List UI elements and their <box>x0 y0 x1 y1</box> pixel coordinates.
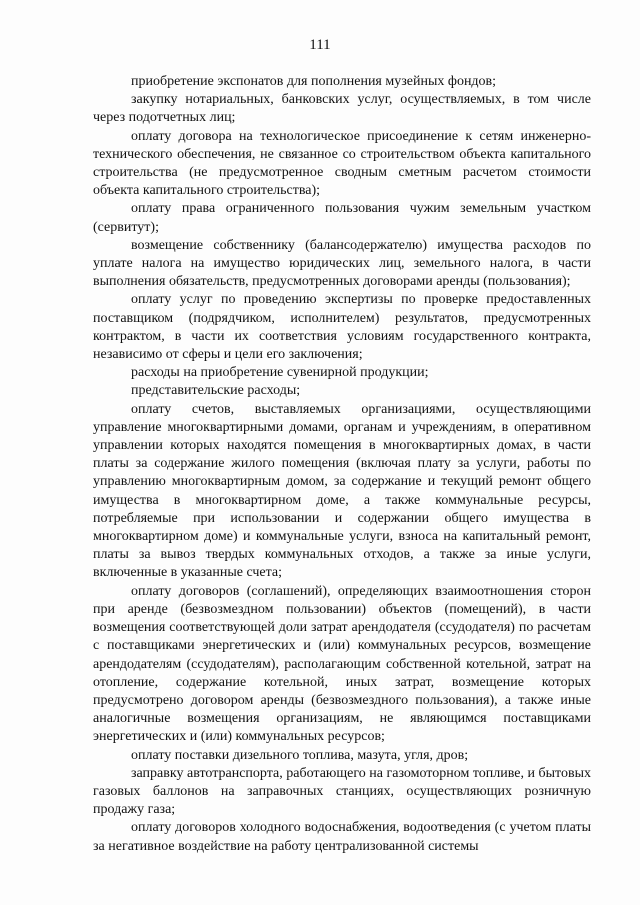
paragraph: приобретение экспонатов для пополнения музейных фондов; <box>131 74 497 89</box>
paragraph: оплату договора на технологическое присоединение к сетям инженерно-технического обеспечения, не связанное со строительством объекта капитального строительства (не предусмотренное сводным сметным расчетом стоимости объекта капитального строительства); <box>93 128 591 199</box>
body-text <box>93 73 591 856</box>
paragraph: оплату договоров (соглашений), определяющих взаимоотношения сторон при аренде (безвозмездном пользовании) объектов (помещений), в части возмещения соответствующей доли затрат арендодателя (ссудодателя) по расчетам с поставщиками энергетических и (или) коммунальных ресурсов, возмещение арендодателям (ссудодателям), располагающим собственной котельной, затрат на отопление, содержание котельной, иных затрат, возмещение которых предусмотрено договором аренды (безвозмездного пользования), а также иные аналогичные возмещения организациям, не являющимся поставщиками энергетических и (или) коммунальных ресурсов; <box>93 583 591 745</box>
paragraph: заправку автотранспорта, работающего на газомоторном топливе, и бытовых газовых баллонов на заправочных станциях, осуществляющих розничную продажу газа; <box>93 765 591 818</box>
paragraph: оплату права ограниченного пользования чужим земельным участком (сервитут); <box>93 201 591 235</box>
paragraph: оплату договоров холодного водоснабжения, водоотведения (с учетом платы за негативное воздействие на работу централизованной системы <box>93 820 591 854</box>
paragraph: представительские расходы; <box>131 383 301 399</box>
paragraph: расходы на приобретение сувенирной продукции; <box>131 365 429 381</box>
page-number: 111 <box>309 37 331 53</box>
paragraph: возмещение собственнику (балансодержателю) имущества расходов по уплате налога на имущество юридических лиц, земельного налога, в части выполнения обязательств, предусмотренных договорами аренды (пользования); <box>93 237 591 290</box>
paragraph: оплату поставки дизельного топлива, мазута, угля, дров; <box>131 747 469 763</box>
paragraph: оплату услуг по проведению экспертизы по проверке предоставленных поставщиком (подрядчиком, исполнителем) результатов, предусмотренных контрактом, в части их соответствия условиям государственного контракта, независимо от сферы и цели его заключения; <box>93 292 591 363</box>
paragraph: оплату счетов, выставляемых организациями, осуществляющими управление многоквартирными домами, органам и учреждениям, в оперативном управлении которых находятся помещения в многоквартирных домах, в части платы за содержание жилого помещения (включая плату за услуги, работы по управлению многоквартирным домом, за содержание и текущий ремонт общего имущества в многоквартирном доме, а также коммунальные ресурсы, потребляемые при использовании и содержании общего имущества в многоквартирном доме) и коммунальные услуги, взноса на капитальный ремонт, платы за вывоз твердых коммунальных отходов, а также за иные услуги, включенные в указанные счета; <box>93 401 591 581</box>
paragraph: закупку нотариальных, банковских услуг, осуществляемых, в том числе через подотчетных лиц; <box>93 92 591 126</box>
